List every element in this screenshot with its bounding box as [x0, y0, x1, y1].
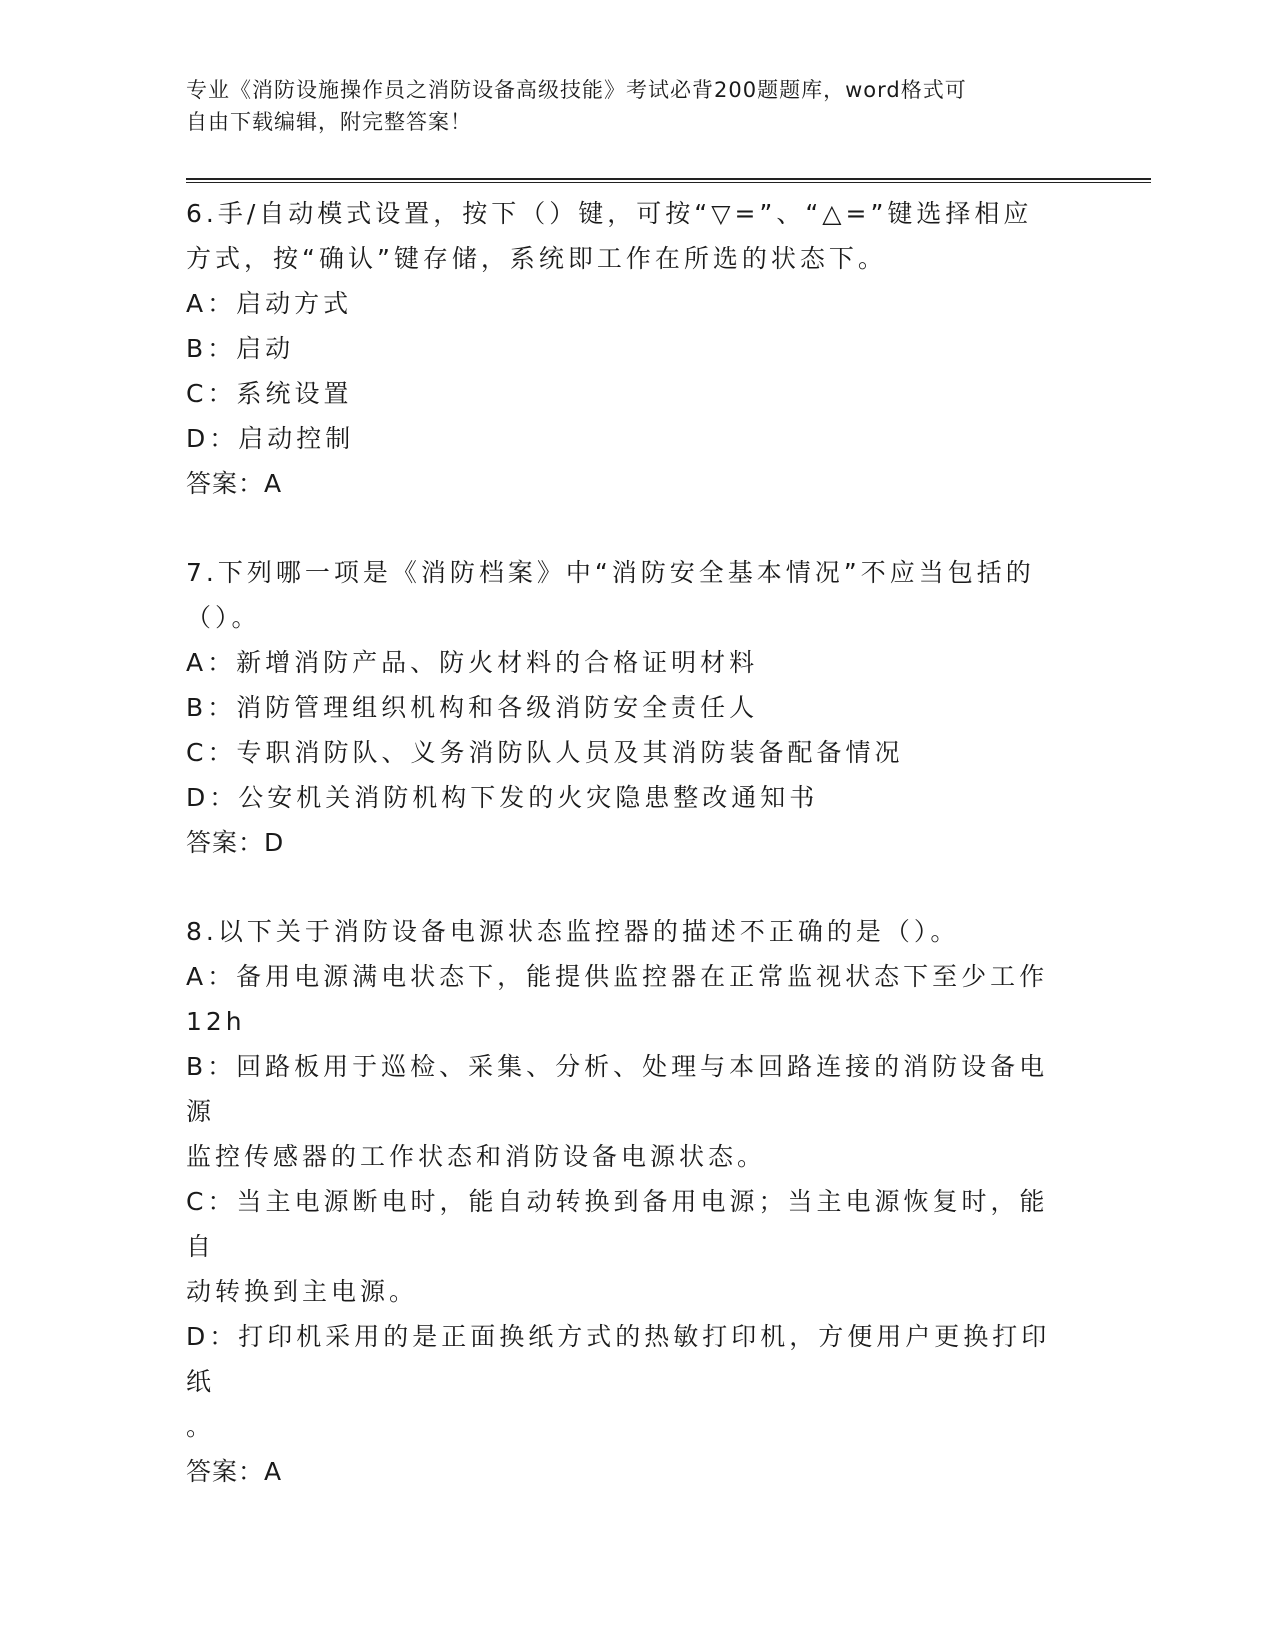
option-c: C：当主电源断电时，能自动转换到备用电源；当主电源恢复时，能自	[186, 1187, 1049, 1261]
question-stem-line: 8.以下关于消防设备电源状态监控器的描述不正确的是（）。	[186, 917, 960, 946]
question-6	[186, 191, 1076, 506]
option-b: B：启动	[186, 334, 295, 363]
header-divider	[186, 178, 1151, 183]
option-a: A：备用电源满电状态下，能提供监控器在正常监视状态下至少工作	[186, 962, 1049, 991]
answer-label: 答案：A	[186, 469, 283, 498]
question-stem-line: （）。	[186, 603, 261, 632]
option-a: A：新增消防产品、防火材料的合格证明材料	[186, 648, 759, 677]
option-a: A：启动方式	[186, 289, 353, 318]
option-d: D：公安机关消防机构下发的火灾隐患整改通知书	[186, 783, 819, 812]
question-stem-line: 方式，按“确认”键存储，系统即工作在所选的状态下。	[186, 244, 887, 273]
option-a-continued: 12h	[186, 1007, 246, 1036]
answer-label: 答案：A	[186, 1457, 283, 1486]
option-b: B：回路板用于巡检、采集、分析、处理与本回路连接的消防设备电源	[186, 1052, 1049, 1126]
option-d: D：打印机采用的是正面换纸方式的热敏打印机，方便用户更换打印纸	[186, 1322, 1051, 1396]
option-c: C：系统设置	[186, 379, 353, 408]
option-b-continued: 监控传感器的工作状态和消防设备电源状态。	[186, 1142, 767, 1171]
option-c-continued: 动转换到主电源。	[186, 1277, 419, 1306]
question-list	[186, 191, 1076, 1538]
question-stem-line: 6.手/自动模式设置，按下（）键，可按“▽=”、“△=”键选择相应	[186, 199, 1033, 228]
question-stem-line: 7.下列哪一项是《消防档案》中“消防安全基本情况”不应当包括的	[186, 558, 1035, 587]
option-d: D：启动控制	[186, 424, 355, 453]
option-d-continued: 。	[186, 1412, 216, 1441]
page-header	[186, 74, 1066, 138]
question-8	[186, 909, 1076, 1494]
question-7	[186, 550, 1076, 865]
header-line-2: 自由下载编辑，附完整答案！	[186, 110, 472, 134]
header-line-1: 专业《消防设施操作员之消防设备高级技能》考试必背200题题库，word格式可	[186, 78, 967, 102]
answer-label: 答案：D	[186, 828, 285, 857]
option-b: B：消防管理组织机构和各级消防安全责任人	[186, 693, 759, 722]
option-c: C：专职消防队、义务消防队人员及其消防装备配备情况	[186, 738, 904, 767]
